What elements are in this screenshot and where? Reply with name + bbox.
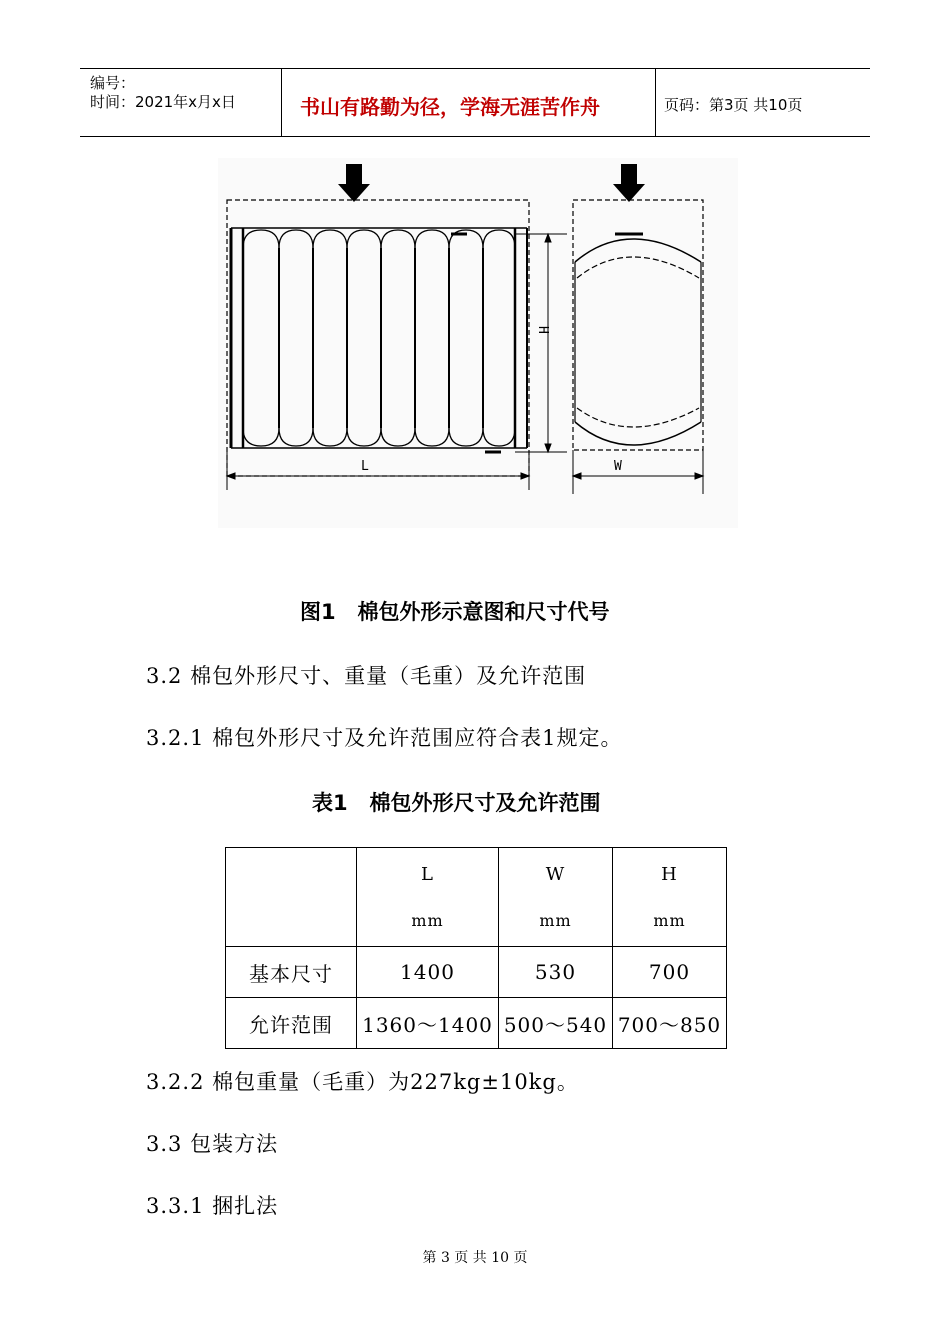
header-top-rule [80,68,870,69]
dimensions-table [225,847,727,1049]
bale-diagram [215,150,745,530]
table-header-row [226,848,727,947]
table-row [226,947,727,998]
page-info: 页码：第3页 共10页 [664,96,803,114]
table-cell: 530 [499,947,613,998]
document-number-label: 编号： [90,74,136,92]
header-unit: mm [653,911,686,930]
row-label: 允许范围 [226,998,357,1049]
table-cell: 1400 [357,947,499,998]
dimension-L-label: L [361,459,369,474]
page-footer: 第 3 页 共 10 页 [422,1250,528,1266]
header-motto: 书山有路勤为径，学海无涯苦作舟 [300,95,600,119]
table-cell: 700～850 [613,998,727,1049]
document-date-label: 时间：2021年x月x日 [90,93,236,111]
table-corner-cell [226,848,357,947]
header-bottom-rule [80,136,870,137]
dimension-W-label: W [614,459,622,474]
header-unit: mm [539,911,572,930]
section-3-3-heading: 3.3 包装方法 [146,1132,279,1156]
section-3-2-2-text: 3.2.2 棉包重量（毛重）为227kg±10kg。 [146,1070,579,1094]
section-3-2-heading: 3.2 棉包外形尺寸、重量（毛重）及允许范围 [146,664,587,688]
dimension-H-label: H [535,326,550,334]
header-divider-right [655,68,656,136]
row-label: 基本尺寸 [226,947,357,998]
table-cell: 1360～1400 [357,998,499,1049]
table-cell: 500～540 [499,998,613,1049]
header-symbol: L [421,864,434,885]
section-3-2-1-text: 3.2.1 棉包外形尺寸及允许范围应符合表1规定。 [146,726,623,750]
figure-caption: 图1 棉包外形示意图和尺寸代号 [300,600,610,624]
table-cell: 700 [613,947,727,998]
header-symbol: W [545,864,566,885]
table-caption: 表1 棉包外形尺寸及允许范围 [312,791,601,815]
table-header-cell [357,848,499,947]
header-unit: mm [411,911,444,930]
table-header-cell [613,848,727,947]
table-header-cell [499,848,613,947]
section-3-3-1-heading: 3.3.1 捆扎法 [146,1194,279,1218]
header-divider-left [281,68,282,136]
header-symbol: H [661,864,678,885]
table-row [226,998,727,1049]
